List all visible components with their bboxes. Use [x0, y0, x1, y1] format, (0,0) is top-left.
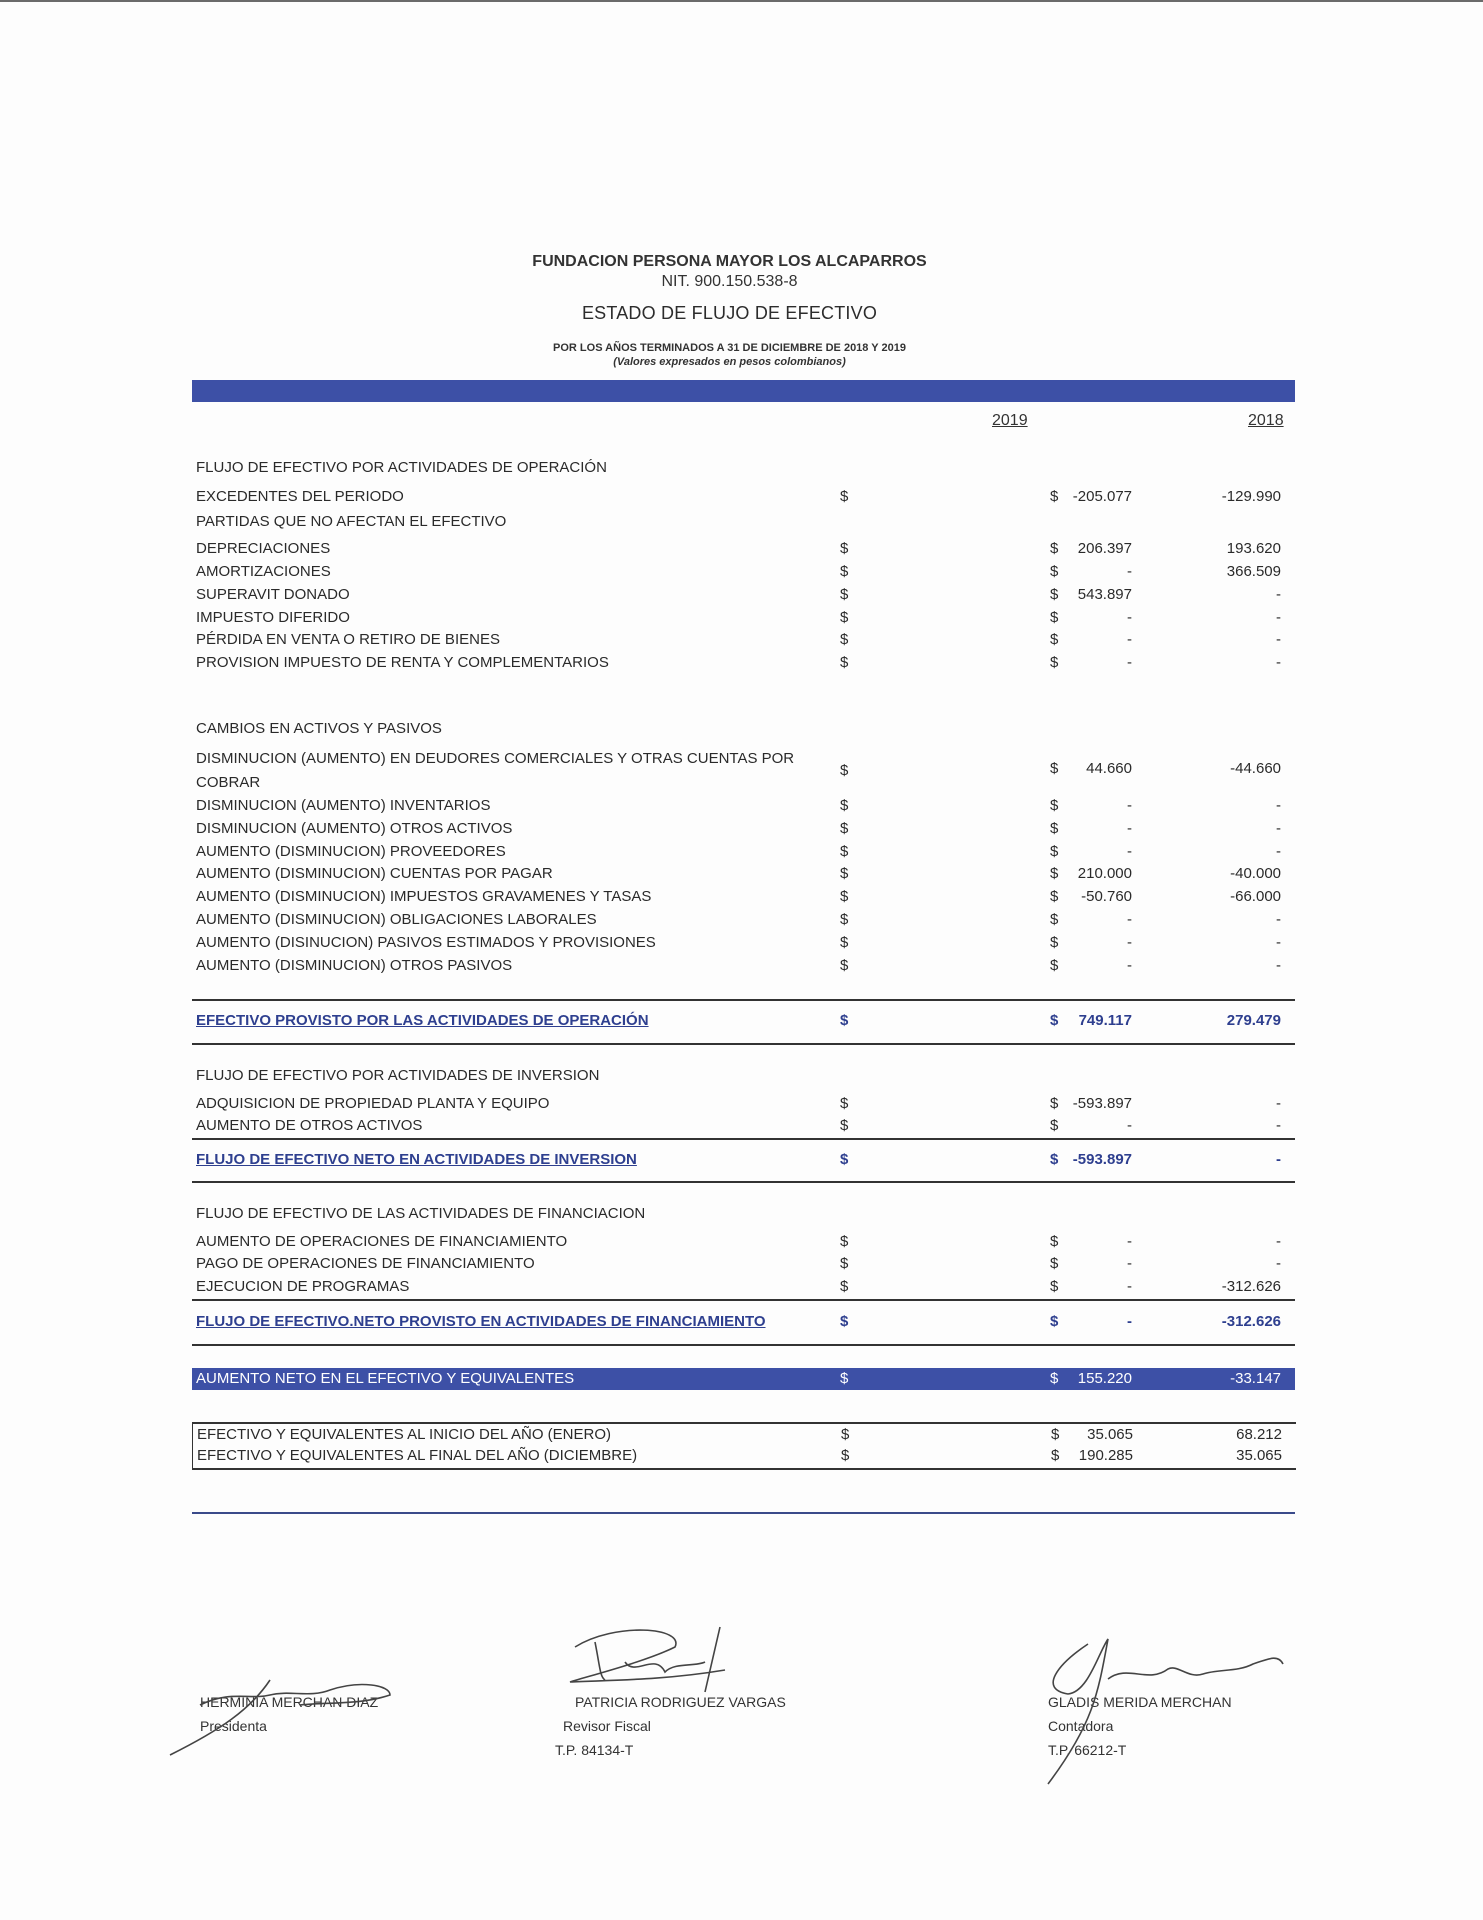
document-header: [0, 252, 1483, 368]
signature-block-contadora: [1048, 1690, 1232, 1762]
table-row: IMPUESTO DIFERIDO $ - $ -: [196, 609, 1281, 626]
scan-top-edge: [0, 0, 1483, 2]
statement-period: POR LOS AÑOS TERMINADOS A 31 DE DICIEMBRE DE 2018 Y 2019: [553, 342, 906, 354]
signature-block-revisor: [555, 1690, 786, 1762]
column-header-2018: 2018: [1248, 412, 1284, 429]
subsection-heading-partidas: PARTIDAS QUE NO AFECTAN EL EFECTIVO: [196, 513, 507, 530]
signatory-role: Revisor Fiscal: [563, 1718, 651, 1734]
total-row-financiacion: FLUJO DE EFECTIVO.NETO PROVISTO EN ACTIVIDADES DE FINANCIAMIENTO $ - $ -312.626: [196, 1313, 1281, 1330]
total-row-operacion: EFECTIVO PROVISTO POR LAS ACTIVIDADES DE OPERACIÓN $ 749.117 $ 279.479: [196, 1012, 1281, 1029]
divider: [192, 1043, 1295, 1045]
column-header-2019: 2019: [992, 412, 1028, 429]
signatory-name: HERMINIA MERCHAN DIAZ: [200, 1694, 379, 1710]
table-row: PAGO DE OPERACIONES DE FINANCIAMIENTO $ - $ -: [196, 1255, 1281, 1272]
handwritten-signature-icon: [555, 1622, 755, 1702]
table-row: SUPERAVIT DONADO $ 543.897 $ -: [196, 586, 1281, 603]
signatory-role: Contadora: [1048, 1718, 1114, 1734]
header-band: [192, 380, 1295, 402]
table-row: DEPRECIACIONES $ 206.397 $ 193.620: [196, 540, 1281, 557]
table-row: AUMENTO DE OTROS ACTIVOS $ - $ -: [196, 1117, 1281, 1134]
net-increase-row: AUMENTO NETO EN EL EFECTIVO Y EQUIVALENTES $ 155.220 $ -33.147: [196, 1370, 1281, 1387]
statement-units: (Valores expresados en pesos colombianos): [613, 356, 846, 368]
divider: [192, 1138, 1295, 1140]
table-row: EJECUCION DE PROGRAMAS $ - $ -312.626: [196, 1278, 1281, 1295]
divider: [192, 1512, 1295, 1514]
signatory-name: PATRICIA RODRIGUEZ VARGAS: [575, 1694, 786, 1710]
table-row: EFECTIVO Y EQUIVALENTES AL INICIO DEL AÑO (ENERO) $ 35.065 $ 68.212: [197, 1426, 1282, 1443]
table-row: PROVISION IMPUESTO DE RENTA Y COMPLEMENTARIOS $ - $ -: [196, 654, 1281, 671]
section-heading-financiacion: FLUJO DE EFECTIVO DE LAS ACTIVIDADES DE FINANCIACION: [196, 1205, 646, 1222]
table-row: AMORTIZACIONES $ - $ 366.509: [196, 563, 1281, 580]
total-row-inversion: FLUJO DE EFECTIVO NETO EN ACTIVIDADES DE INVERSION $ -593.897 $ -: [196, 1151, 1281, 1168]
table-row: AUMENTO (DISMINUCION) CUENTAS POR PAGAR $ 210.000 $ -40.000: [196, 865, 1281, 882]
organization-name: FUNDACION PERSONA MAYOR LOS ALCAPARROS: [532, 253, 927, 270]
table-row: AUMENTO (DISMINUCION) OBLIGACIONES LABORALES $ - $ -: [196, 911, 1281, 928]
table-row: DISMINUCION (AUMENTO) INVENTARIOS $ - $ -: [196, 797, 1281, 814]
table-row: AUMENTO (DISMINUCION) OTROS PASIVOS $ - $ -: [196, 957, 1281, 974]
section-heading-operacion: FLUJO DE EFECTIVO POR ACTIVIDADES DE OPERACIÓN: [196, 459, 607, 476]
table-row: EXCEDENTES DEL PERIODO $ -205.077 $ -129.990: [196, 488, 1281, 505]
signatory-role: Presidenta: [200, 1718, 267, 1734]
table-row: PÉRDIDA EN VENTA O RETIRO DE BIENES $ - $ -: [196, 631, 1281, 648]
divider: [192, 1181, 1295, 1183]
organization-nit: NIT. 900.150.538-8: [661, 273, 798, 290]
handwritten-signature-icon: [1028, 1634, 1328, 1794]
signature-block-presidenta: [200, 1690, 378, 1738]
net-increase-bar: [192, 1368, 1295, 1390]
table-row: DISMINUCION (AUMENTO) EN DEUDORES COMERCIALES Y OTRAS CUENTAS POR COBRAR $ 44.660 $ -44.660: [196, 750, 1281, 791]
signatory-license: T.P. 66212-T: [1048, 1742, 1127, 1758]
handwritten-signature-icon: [160, 1650, 400, 1760]
divider: [192, 1344, 1295, 1346]
statement-title: ESTADO DE FLUJO DE EFECTIVO: [581, 303, 878, 323]
table-row: AUMENTO (DISMINUCION) PROVEEDORES $ - $ -: [196, 843, 1281, 860]
signatory-name: GLADIS MERIDA MERCHAN: [1048, 1694, 1232, 1710]
section-heading-inversion: FLUJO DE EFECTIVO POR ACTIVIDADES DE INVERSION: [196, 1067, 600, 1084]
cash-balances-box: [192, 1422, 1296, 1470]
signatory-license: T.P. 84134-T: [555, 1742, 634, 1758]
table-row: AUMENTO (DISMINUCION) IMPUESTOS GRAVAMENES Y TASAS $ -50.760 $ -66.000: [196, 888, 1281, 905]
table-row: EFECTIVO Y EQUIVALENTES AL FINAL DEL AÑO (DICIEMBRE) $ 190.285 $ 35.065: [197, 1447, 1282, 1464]
table-row: AUMENTO DE OPERACIONES DE FINANCIAMIENTO $ - $ -: [196, 1233, 1281, 1250]
divider: [192, 999, 1295, 1001]
table-row: AUMENTO (DISINUCION) PASIVOS ESTIMADOS Y PROVISIONES $ - $ -: [196, 934, 1281, 951]
divider: [192, 1299, 1295, 1301]
subsection-heading-cambios: CAMBIOS EN ACTIVOS Y PASIVOS: [196, 720, 442, 737]
table-row: DISMINUCION (AUMENTO) OTROS ACTIVOS $ - $ -: [196, 820, 1281, 837]
table-row: ADQUISICION DE PROPIEDAD PLANTA Y EQUIPO $ -593.897 $ -: [196, 1095, 1281, 1112]
